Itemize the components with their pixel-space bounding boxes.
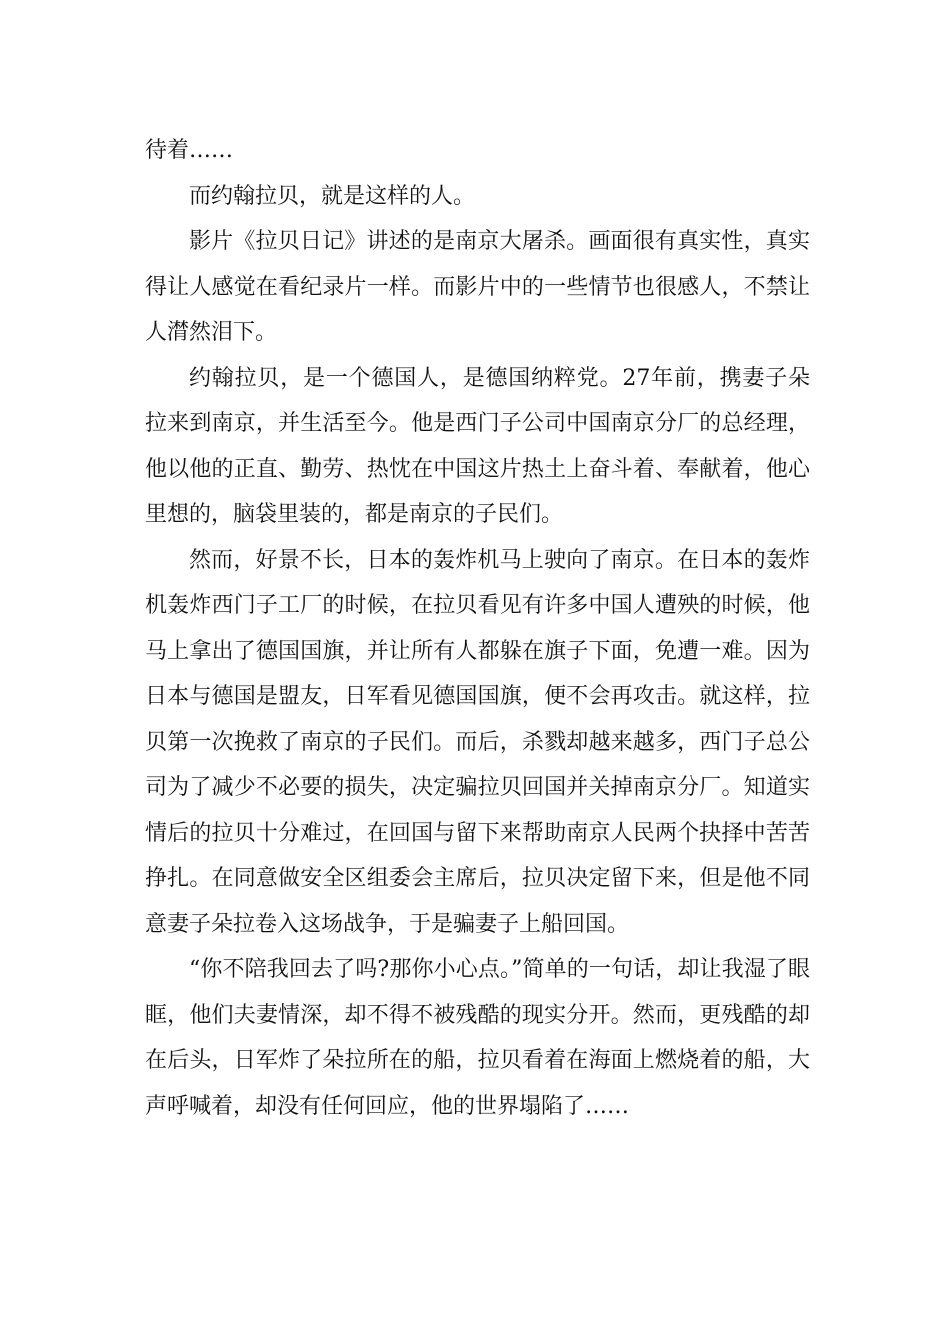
paragraph: 然而，好景不长，日本的轰炸机马上驶向了南京。在日本的轰炸机轰炸西门子工厂的时候，在拉贝看见有许多中国人遭殃的时候，他马上拿出了德国国旗，并让所有人都躲在旗子下面，免遭一难。因为日本与德国是盟友，日军看见德国国旗，便不会再攻击。就这样，拉贝第一次挽救了南京的子民们。而后，杀戮却越来越多，西门子总公司为了减少不必要的损失，决定骗拉贝回国并关掉南京分厂。知道实情后的拉贝十分难过，在回国与留下来帮助南京人民两个抉择中苦苦挣扎。在同意做安全区组委会主席后，拉贝决定留下来，但是他不同意妻子朵拉卷入这场战争，于是骗妻子上船回国。 bbox=[145, 547, 810, 937]
document-body bbox=[145, 128, 810, 1129]
paragraph: 约翰拉贝，是一个德国人，是德国纳粹党。27年前，携妻子朵拉来到南京，并生活至今。他是西门子公司中国南京分厂的总经理，他以他的正直、勤劳、热忱在中国这片热土上奋斗着、奉献着，他心里想的，脑袋里装的，都是南京的子民们。 bbox=[145, 365, 810, 527]
paragraph-continuation: 待着…… bbox=[145, 138, 234, 163]
paragraph: 而约翰拉贝，就是这样的人。 bbox=[189, 183, 476, 209]
paragraph: 影片《拉贝日记》讲述的是南京大屠杀。画面很有真实性，真实得让人感觉在看纪录片一样。而影片中的一些情节也很感人，不禁让人潸然泪下。 bbox=[145, 229, 810, 345]
paragraph: “你不陪我回去了吗?那你小心点。”简单的一句话，却让我湿了眼眶，他们夫妻情深，却不得不被残酷的现实分开。然而，更残酷的却在后头，日军炸了朵拉所在的船，拉贝看着在海面上燃烧着的船，大声呼喊着，却没有任何回应，他的世界塌陷了…… bbox=[145, 957, 810, 1119]
